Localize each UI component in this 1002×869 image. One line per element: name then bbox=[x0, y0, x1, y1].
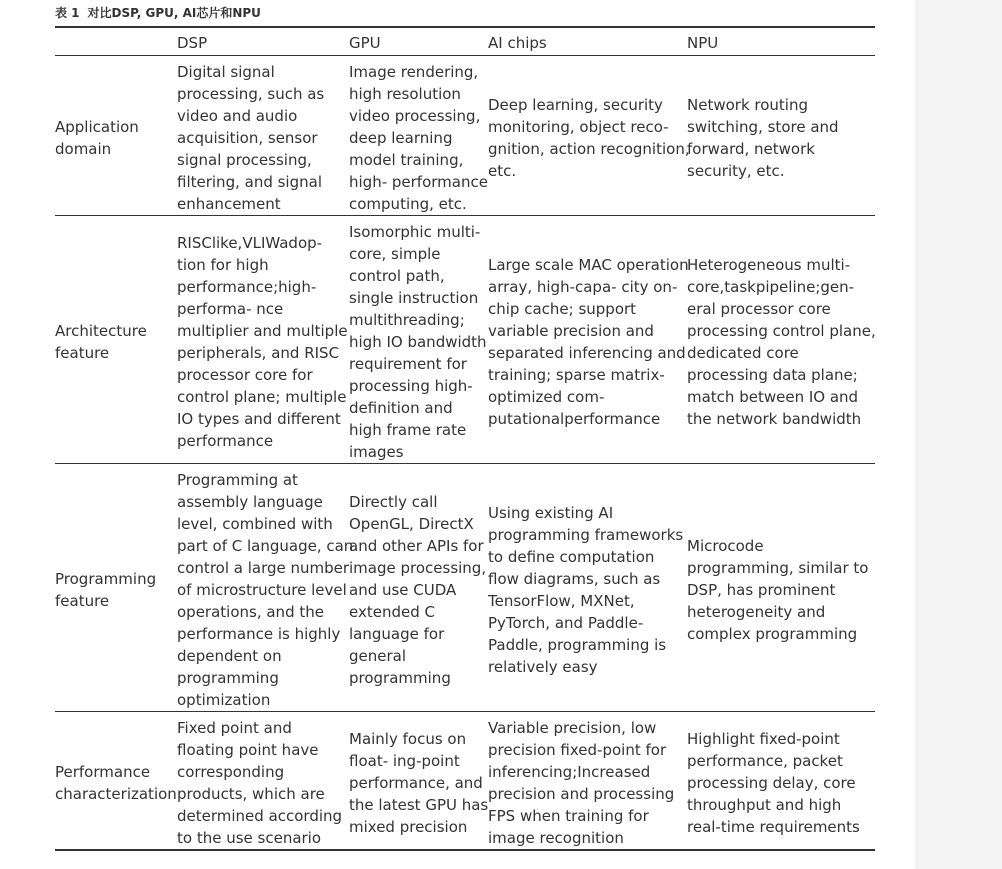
cell-text-line: the network bandwidth bbox=[687, 410, 862, 428]
cell-text-line: TensorFlow, MXNet, bbox=[488, 592, 635, 610]
cell-text-line: putationalperformance bbox=[488, 410, 661, 428]
cell-text-line: control path, bbox=[349, 267, 445, 285]
column-header-ai-chips: AI chips bbox=[488, 34, 547, 52]
cell-text-line: optimization bbox=[177, 691, 271, 709]
cell-text-line: float- ing-point bbox=[349, 752, 460, 770]
cell-text-line: precision and processing bbox=[488, 785, 675, 803]
cell-text-line: core, simple bbox=[349, 245, 441, 263]
table-top-rule bbox=[55, 26, 875, 28]
cell-text-line: performance, and bbox=[349, 774, 483, 792]
column-header-npu: NPU bbox=[687, 34, 719, 52]
cell-text-line: of microstructure level bbox=[177, 581, 347, 599]
cell-application-dsp bbox=[177, 61, 324, 215]
cell-text-line: performa- nce bbox=[177, 300, 284, 318]
cell-programming-gpu bbox=[349, 469, 486, 711]
cell-architecture-dsp bbox=[177, 221, 348, 463]
cell-text-line: Using existing AI bbox=[488, 504, 614, 522]
cell-text-line: processing control plane, bbox=[687, 322, 876, 340]
cell-text-line: flow diagrams, such as bbox=[488, 570, 661, 588]
cell-text-line: floating point have bbox=[177, 741, 319, 759]
cell-text-line: security, etc. bbox=[687, 162, 785, 180]
cell-text-line: Architecture bbox=[55, 322, 147, 340]
cell-text-line: domain bbox=[55, 140, 112, 158]
cell-performance-dsp bbox=[177, 717, 342, 849]
cell-programming-dsp bbox=[177, 469, 353, 711]
cell-text-line: Performance bbox=[55, 763, 151, 781]
cell-text-line: the latest GPU has bbox=[349, 796, 489, 814]
cell-text-line: video and audio bbox=[177, 107, 298, 125]
cell-text-line: multiplier and multiple bbox=[177, 322, 348, 340]
cell-text-line: chip cache; support bbox=[488, 300, 637, 318]
cell-text-line: Variable precision, low bbox=[488, 719, 657, 737]
table-number: 表 1 bbox=[55, 6, 80, 20]
cell-text-line: high IO bandwidth bbox=[349, 333, 487, 351]
cell-text-line: deep learning bbox=[349, 129, 453, 147]
table-title: 对比DSP, GPU, AI芯片和NPU bbox=[87, 6, 261, 20]
cell-text-line: variable precision and bbox=[488, 322, 654, 340]
cell-application-gpu bbox=[349, 61, 488, 215]
cell-text-line: determined according bbox=[177, 807, 343, 825]
cell-text-line: Image rendering, bbox=[349, 63, 479, 81]
cell-text-line: processing delay, core bbox=[687, 774, 856, 792]
cell-text-line: Large scale MAC operation bbox=[488, 256, 689, 274]
cell-text-line: Paddle, programming is bbox=[488, 636, 667, 654]
cell-programming-npu bbox=[687, 469, 869, 711]
cell-text-line: language for bbox=[349, 625, 445, 643]
cell-text-line: performance, packet bbox=[687, 752, 843, 770]
row-divider-1 bbox=[55, 215, 875, 216]
header-rule bbox=[55, 55, 875, 56]
cell-text-line: programming bbox=[349, 669, 451, 687]
cell-text-line: processing, such as bbox=[177, 85, 325, 103]
cell-text-line: performance bbox=[177, 432, 274, 450]
cell-text-line: feature bbox=[55, 592, 110, 610]
cell-text-line: switching, store and bbox=[687, 118, 839, 136]
cell-text-line: IO types and different bbox=[177, 410, 341, 428]
cell-text-line: throughput and high bbox=[687, 796, 842, 814]
cell-text-line: monitoring, object reco- bbox=[488, 118, 669, 136]
cell-text-line: filtering, and signal bbox=[177, 173, 322, 191]
cell-text-line: Programming bbox=[55, 570, 157, 588]
cell-text-line: operations, and the bbox=[177, 603, 324, 621]
cell-text-line: Deep learning, security bbox=[488, 96, 663, 114]
cell-text-line: control plane; multiple bbox=[177, 388, 347, 406]
page-gutter bbox=[915, 0, 1002, 869]
cell-text-line: real-time requirements bbox=[687, 818, 860, 836]
cell-text-line: to define computation bbox=[488, 548, 655, 566]
cell-text-line: dedicated core bbox=[687, 344, 799, 362]
cell-text-line: image recognition bbox=[488, 829, 624, 847]
row-label-architecture-feature bbox=[55, 221, 147, 463]
column-header-gpu: GPU bbox=[349, 34, 381, 52]
cell-text-line: forward, network bbox=[687, 140, 815, 158]
cell-text-line: processing data plane; bbox=[687, 366, 858, 384]
cell-text-line: high frame rate bbox=[349, 421, 467, 439]
cell-text-line: eral processor core bbox=[687, 300, 831, 318]
column-header-dsp: DSP bbox=[177, 34, 208, 52]
cell-text-line: processor core for bbox=[177, 366, 313, 384]
cell-text-line: to the use scenario bbox=[177, 829, 322, 847]
cell-text-line: peripherals, and RISC bbox=[177, 344, 340, 362]
cell-text-line: corresponding bbox=[177, 763, 285, 781]
cell-text-line: Fixed point and bbox=[177, 719, 292, 737]
cell-text-line: mixed precision bbox=[349, 818, 468, 836]
cell-text-line: optimized com- bbox=[488, 388, 605, 406]
cell-text-line: characterization bbox=[55, 785, 177, 803]
cell-text-line: Isomorphic multi- bbox=[349, 223, 481, 241]
cell-text-line: image processing, bbox=[349, 559, 487, 577]
cell-text-line: and other APIs for bbox=[349, 537, 484, 555]
cell-text-line: Programming at bbox=[177, 471, 298, 489]
table-caption bbox=[55, 4, 261, 21]
cell-text-line: high- performance bbox=[349, 173, 488, 191]
row-divider-2 bbox=[55, 463, 875, 464]
cell-text-line: etc. bbox=[488, 162, 517, 180]
cell-text-line: programming bbox=[177, 669, 279, 687]
cell-text-line: requirement for bbox=[349, 355, 467, 373]
cell-text-line: precision fixed-point for bbox=[488, 741, 667, 759]
cell-text-line: Heterogeneous multi- bbox=[687, 256, 851, 274]
cell-text-line: model training, bbox=[349, 151, 464, 169]
cell-text-line: Microcode bbox=[687, 537, 764, 555]
cell-text-line: control a large number bbox=[177, 559, 350, 577]
cell-text-line: dependent on bbox=[177, 647, 282, 665]
cell-text-line: Digital signal bbox=[177, 63, 275, 81]
cell-text-line: inferencing;Increased bbox=[488, 763, 651, 781]
cell-text-line: separated inferencing and bbox=[488, 344, 686, 362]
cell-text-line: video processing, bbox=[349, 107, 481, 125]
cell-text-line: Application bbox=[55, 118, 139, 136]
cell-architecture-npu bbox=[687, 221, 876, 463]
cell-text-line: definition and bbox=[349, 399, 453, 417]
cell-text-line: performance;high- bbox=[177, 278, 317, 296]
cell-text-line: general bbox=[349, 647, 407, 665]
row-divider-3 bbox=[55, 711, 875, 712]
cell-text-line: RISClike,VLIWadop- bbox=[177, 234, 323, 252]
cell-text-line: enhancement bbox=[177, 195, 281, 213]
cell-architecture-gpu bbox=[349, 221, 487, 463]
cell-text-line: signal processing, bbox=[177, 151, 312, 169]
cell-text-line: Mainly focus on bbox=[349, 730, 467, 748]
cell-performance-gpu bbox=[349, 717, 488, 849]
cell-text-line: products, which are bbox=[177, 785, 325, 803]
cell-text-line: and use CUDA bbox=[349, 581, 457, 599]
cell-text-line: multithreading; bbox=[349, 311, 465, 329]
cell-text-line: array, high-capa- city on- bbox=[488, 278, 678, 296]
cell-text-line: OpenGL, DirectX bbox=[349, 515, 474, 533]
row-label-application-domain bbox=[55, 61, 139, 215]
cell-text-line: processing high- bbox=[349, 377, 473, 395]
cell-text-line: Network routing bbox=[687, 96, 808, 114]
cell-text-line: single instruction bbox=[349, 289, 479, 307]
cell-text-line: Highlight fixed-point bbox=[687, 730, 840, 748]
cell-architecture-ai bbox=[488, 221, 689, 463]
cell-performance-ai bbox=[488, 717, 674, 849]
cell-text-line: assembly language bbox=[177, 493, 323, 511]
cell-text-line: match between IO and bbox=[687, 388, 859, 406]
cell-text-line: programming frameworks bbox=[488, 526, 684, 544]
cell-text-line: training; sparse matrix- bbox=[488, 366, 665, 384]
cell-text-line: PyTorch, and Paddle- bbox=[488, 614, 644, 632]
cell-text-line: heterogeneity and bbox=[687, 603, 826, 621]
cell-text-line: feature bbox=[55, 344, 110, 362]
cell-text-line: acquisition, sensor bbox=[177, 129, 318, 147]
table-bottom-rule bbox=[55, 849, 875, 851]
cell-text-line: programming, similar to bbox=[687, 559, 869, 577]
cell-text-line: gnition, action recognition, bbox=[488, 140, 690, 158]
row-label-performance-characterization bbox=[55, 717, 177, 849]
cell-text-line: level, combined with bbox=[177, 515, 333, 533]
cell-text-line: core,taskpipeline;gen- bbox=[687, 278, 855, 296]
cell-text-line: extended C bbox=[349, 603, 435, 621]
cell-text-line: part of C language, can bbox=[177, 537, 354, 555]
cell-text-line: FPS when training for bbox=[488, 807, 649, 825]
cell-text-line: images bbox=[349, 443, 404, 461]
cell-text-line: Directly call bbox=[349, 493, 438, 511]
cell-application-npu bbox=[687, 61, 839, 215]
cell-performance-npu bbox=[687, 717, 860, 849]
cell-text-line: complex programming bbox=[687, 625, 858, 643]
cell-text-line: DSP, has prominent bbox=[687, 581, 836, 599]
cell-application-ai bbox=[488, 61, 690, 215]
cell-programming-ai bbox=[488, 469, 683, 711]
cell-text-line: high resolution bbox=[349, 85, 461, 103]
cell-text-line: performance is highly bbox=[177, 625, 341, 643]
cell-text-line: computing, etc. bbox=[349, 195, 467, 213]
cell-text-line: relatively easy bbox=[488, 658, 598, 676]
cell-text-line: tion for high bbox=[177, 256, 269, 274]
row-label-programming-feature bbox=[55, 469, 156, 711]
